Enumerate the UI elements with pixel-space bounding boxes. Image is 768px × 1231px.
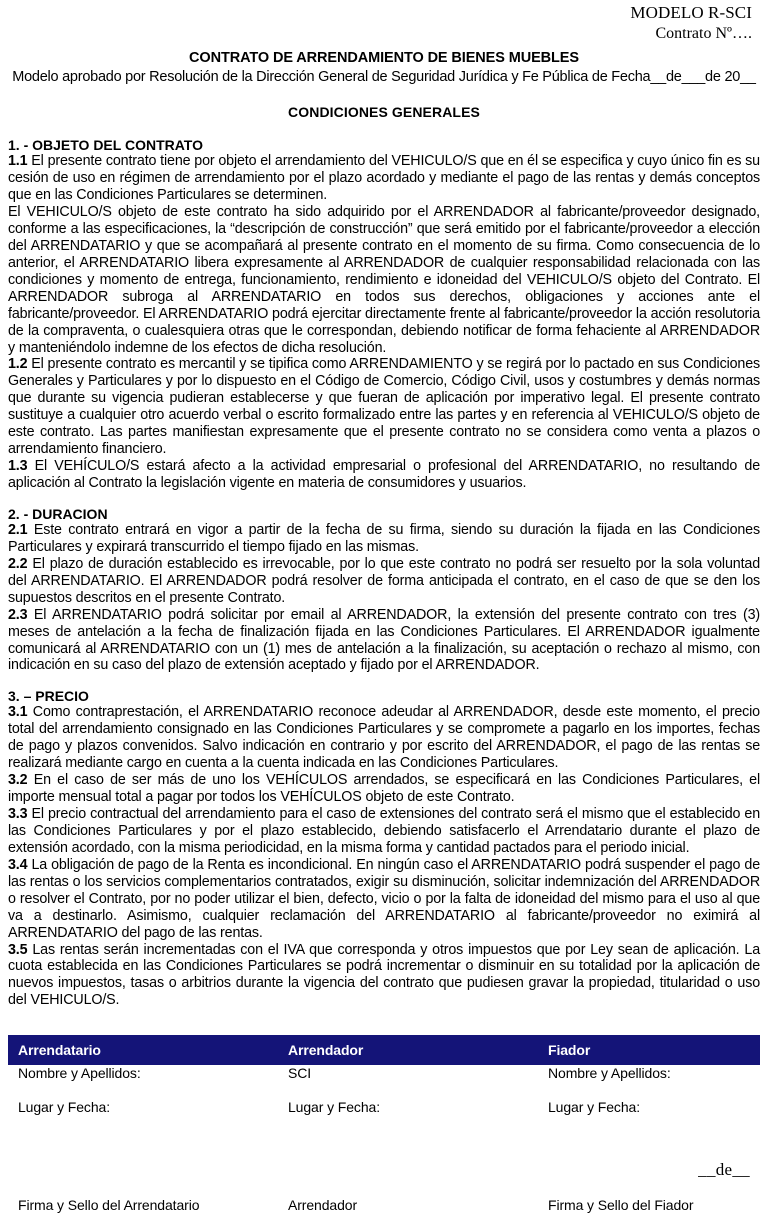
cell-arrendatario-nombre[interactable]: Nombre y Apellidos: [8, 1065, 278, 1099]
clause-number: 3.5 [8, 941, 28, 958]
clause-1-2 [8, 356, 760, 458]
model-identification-block [0, 0, 768, 44]
clause-3-4 [8, 857, 760, 942]
signature-table [8, 1035, 760, 1231]
cell-fiador-firma[interactable]: Firma y Sello del Fiador [538, 1197, 760, 1231]
clause-text: El presente contrato tiene por objeto el arrendamiento del VEHICULO/S que en él se especifica y cuyo único fin es su cesión de uso en régimen de arrendamiento por el plazo acordado y mediante el pago de las rentas y demás conceptos que en las Condiciones Particulares se determinen. [8, 153, 760, 204]
general-conditions-heading: CONDICIONES GENERALES [288, 104, 480, 121]
page-title: CONTRATO DE ARRENDAMIENTO DE BIENES MUEBLES [189, 50, 579, 67]
model-label: MODELO R-SCI [630, 3, 752, 22]
cell-arrendador-lugar[interactable]: Lugar y Fecha: [278, 1099, 538, 1141]
section-heading-2: 2. - DURACION [8, 505, 108, 522]
clause-number: 1.1 [8, 153, 28, 170]
clause-number: 3.1 [8, 704, 28, 721]
clause-text: En el caso de ser más de uno los VEHÍCULOS arrendados, se especificará en las Condiciones Particulares, el importe mensual total a pagar por todos los VEHÍCULOS objeto de este Contrato. [8, 772, 760, 806]
table-row [8, 1099, 760, 1141]
cell-arrendatario-firma[interactable]: Firma y Sello del Arrendatario [8, 1197, 278, 1231]
clause-number: 2.1 [8, 521, 28, 538]
clause-1-1 [8, 153, 760, 204]
cell-arrendador-nombre[interactable]: SCI [278, 1065, 538, 1099]
clause-text: Este contrato entrará en vigor a partir de la fecha de su firma, siendo su duración la fijada en las Condiciones Particulares y expirará transcurrido el tiempo fijado en las mismas. [8, 521, 760, 555]
table-row [8, 1065, 760, 1099]
signature-table-wrapper [0, 1035, 768, 1231]
clause-number: 3.2 [8, 772, 28, 789]
signature-table-head [8, 1035, 760, 1065]
clause-number: 2.3 [8, 606, 28, 623]
section-heading-3: 3. – PRECIO [8, 688, 89, 705]
cell-arrendatario-lugar[interactable]: Lugar y Fecha: [8, 1099, 278, 1141]
cell-fiador-lugar[interactable]: Lugar y Fecha: [538, 1099, 760, 1141]
column-header-arrendatario: Arrendatario [8, 1035, 278, 1065]
clause-text: Como contraprestación, el ARRENDATARIO reconoce adeudar al ARRENDADOR, desde este momento, el precio total del arrendamiento consignado en las Condiciones Particulares y se compromete a pagarlo en los importes, fechas de pago y plazos convenidos. Salvo indicación en contrario y por escrito del ARRENDADOR, el pago de las rentas se realizará mediante cargo en cuenta a la cuenta indicada en las Condiciones Particulares. [8, 704, 760, 772]
clause-3-2 [8, 772, 760, 806]
page-subtitle: Modelo aprobado por Resolución de la Dirección General de Seguridad Jurídica y Fe Pública de Fecha__de___de 20__ [12, 69, 756, 86]
footer-date-line: __de__ [698, 1160, 750, 1179]
clause-2-1 [8, 522, 760, 556]
clause-1-1b [8, 204, 760, 356]
clause-3-1 [8, 704, 760, 772]
table-row-spacer [8, 1141, 760, 1197]
contract-number: Contrato Nº…. [655, 24, 752, 42]
clause-text: El plazo de duración establecido es irrevocable, por lo que este contrato no podrá ser resuelto por la sola voluntad del ARRENDATARIO. El ARRENDADOR podrá resolver de forma anticipada el contrato, en el caso de que se den los supuestos descritos en el presente Contrato. [8, 555, 760, 606]
clause-number: 3.4 [8, 856, 28, 873]
clause-2-3 [8, 607, 760, 675]
clause-1-3 [8, 458, 760, 492]
clause-number: 2.2 [8, 555, 28, 572]
clause-text: Las rentas serán incrementadas con el IVA que corresponda y otros impuestos que por Ley sean de aplicación. La cuota establecida en las Condiciones Particulares se podrá incrementar o disminuir en su totalidad por la aplicación de nuevos impuestos, tasas o arbitrios durante la vigencia del contrato que pudiesen gravar la propiedad, titularidad o uso del VEHICULO/S. [8, 941, 760, 1009]
cell-arrendador-firma[interactable]: Arrendador [278, 1197, 538, 1231]
clause-number: 1.3 [8, 458, 28, 475]
section-heading-1: 1. - OBJETO DEL CONTRATO [8, 137, 203, 154]
clause-text: El presente contrato es mercantil y se tipifica como ARRENDAMIENTO y se regirá por lo pactado en sus Condiciones Generales y Particulares y por lo dispuesto en el Código de Comercio, Código Civil, usos y costumbres y demás normas que durante su vigencia pudieran establecerse y que fueran de aplicación por imperativo legal. El presente contrato sustituye a cualquier otro acuerdo verbal o escrito formalizado entre las partes y en referencia al VEHICULO/S objeto de este contrato. Las partes manifiestan expresamente que el presente contrato no se considera como venta a plazos o arrendamiento financiero. [8, 356, 761, 458]
clause-number: 1.2 [8, 356, 28, 373]
spacer-cell [278, 1141, 538, 1197]
clause-text: La obligación de pago de la Renta es incondicional. En ningún caso el ARRENDATARIO podrá suspender el pago de las rentas o los servicios complementarios contratados, exigir su disminución, solicitar indemnización del ARRENDADOR o resolver el Contrato, por no poder utilizar el bien, defecto, vicio o por la falta de idoneidad del mismo para el uso al que va a destinarlo. Asimismo, cualquier reclamación del ARRENDATARIO al fabricante/proveedor no eximirá al ARRENDATARIO del pago de las rentas. [8, 856, 760, 941]
table-row [8, 1197, 760, 1231]
clause-number: 3.3 [8, 806, 28, 823]
column-header-fiador: Fiador [538, 1035, 760, 1065]
clause-text: El ARRENDATARIO podrá solicitar por email al ARRENDADOR, la extensión del presente contrato con tres (3) meses de antelación a la fecha de finalización fijada en las Condiciones Particulares. El ARRENDADOR igualmente comunicará al ARRENDATARIO con un (1) mes de antelación a la finalización, su aceptación o rechazo al mismo, con indicación en su caso del plazo de extensión aceptado y fijado por el ARRENDADOR. [8, 606, 761, 674]
signature-table-body [8, 1065, 760, 1231]
clause-text: El VEHÍCULO/S estará afecto a la actividad empresarial o profesional del ARRENDATARIO, no resultando de aplicación al Contrato la legislación vigente en materia de consumidores y usuarios. [8, 458, 760, 492]
clause-text: El precio contractual del arrendamiento para el caso de extensiones del contrato será el mismo que el establecido en las Condiciones Particulares y por el plazo establecido, debiendo satisfacerlo el Arrendatario durante el plazo de extensión acordado, con la misma periodicidad, en la misma forma y cantidad pactados para el periodo inicial. [8, 806, 760, 856]
cell-fiador-nombre[interactable]: Nombre y Apellidos: [538, 1065, 760, 1099]
table-header-row [8, 1035, 760, 1065]
column-header-arrendador: Arrendador [278, 1035, 538, 1065]
clause-text: El VEHICULO/S objeto de este contrato ha sido adquirido por el ARRENDADOR al fabricante/proveedor designado, conforme a las especificaciones, la “descripción de construcción” que será emitido por el fabricante/proveedor a elección del ARRENDATARIO y que se acompañará al presente contrato en el momento de su firma. Como consecuencia de lo anterior, el ARRENDATARIO libera expresamente al ARRENDADOR de cualquier responsabilidad relacionada con las condiciones y momento de entrega, funcionamiento, rendimiento e idoneidad del VEHICULO/S objeto del Contrato. El ARRENDADOR subroga al ARRENDATARIO en todos sus derechos, obligaciones y acciones ante el fabricante/proveedor. El ARRENDATARIO podrá ejercitar directamente frente al fabricante/proveedor la acción resolutoria de la compraventa, o cualesquiera otras que le correspondan, debiendo notificar de forma fehaciente al ARRENDADOR y manteniéndolo indemne de los efectos de dicha resolución. [8, 204, 760, 356]
clause-2-2 [8, 556, 760, 607]
clause-3-3 [8, 806, 760, 857]
clause-3-5 [8, 942, 760, 1010]
spacer-cell [8, 1141, 278, 1197]
